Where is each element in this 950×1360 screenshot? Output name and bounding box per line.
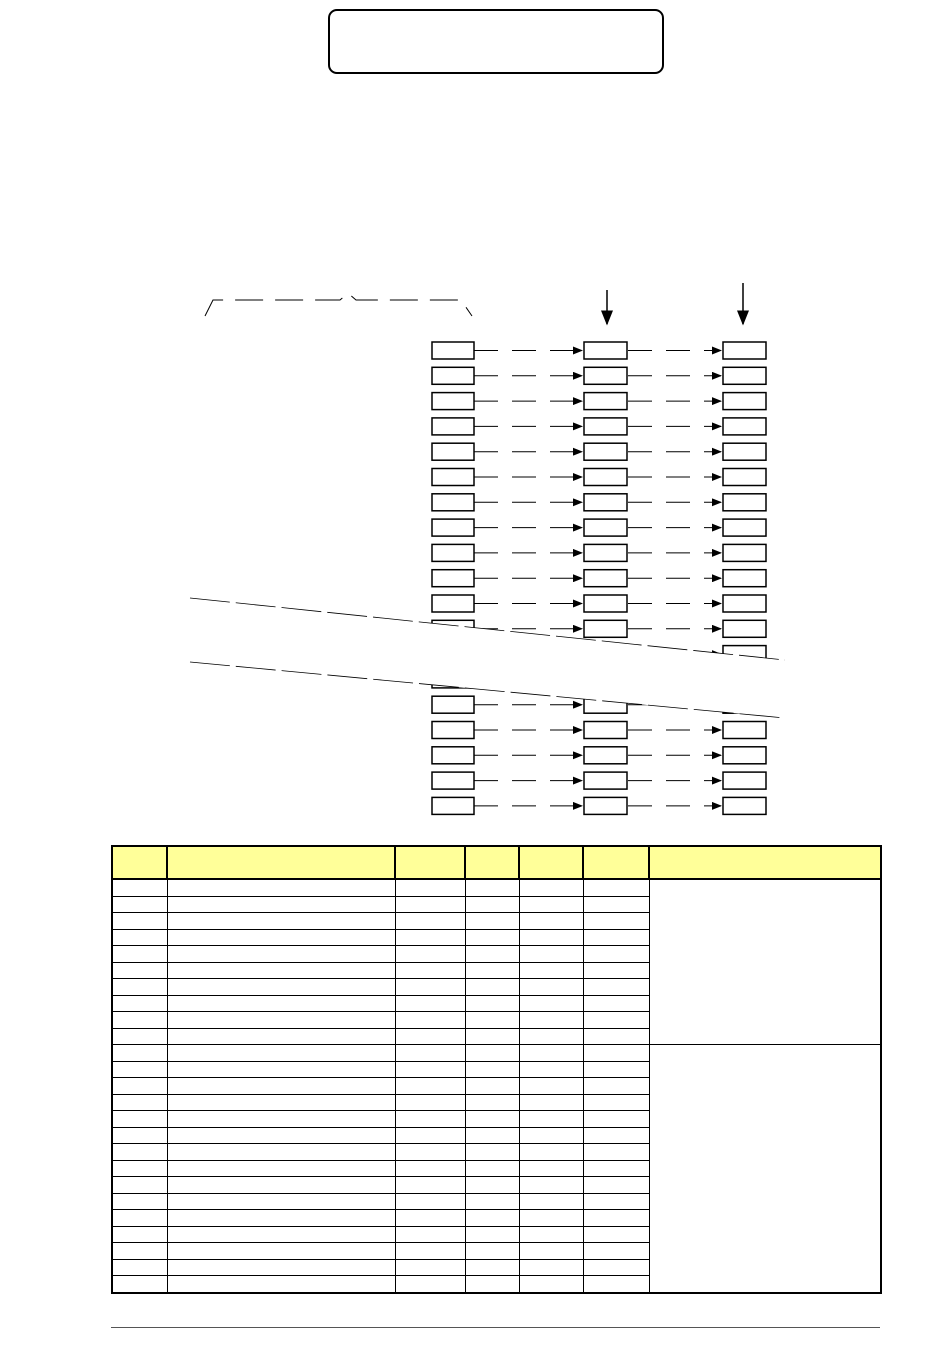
table-cell bbox=[167, 1259, 395, 1276]
table-cell bbox=[583, 1127, 649, 1144]
table-cell bbox=[395, 1111, 465, 1128]
table-cell bbox=[112, 995, 167, 1012]
table-cell bbox=[465, 896, 519, 913]
table-cell bbox=[167, 1160, 395, 1177]
table-cell bbox=[519, 879, 583, 896]
register-box bbox=[723, 418, 766, 435]
table-cell bbox=[519, 913, 583, 930]
table-cell bbox=[465, 913, 519, 930]
table-cell bbox=[583, 1177, 649, 1194]
register-box bbox=[432, 570, 474, 587]
header-cell bbox=[519, 846, 583, 879]
register-box bbox=[584, 469, 627, 486]
table-cell bbox=[519, 1012, 583, 1029]
table-cell bbox=[465, 1078, 519, 1095]
table-cell bbox=[519, 1094, 583, 1111]
register-box bbox=[723, 494, 766, 511]
table-cell bbox=[583, 946, 649, 963]
register-box bbox=[584, 393, 627, 410]
table-cell bbox=[112, 1160, 167, 1177]
table-cell bbox=[395, 1276, 465, 1293]
table-cell bbox=[112, 979, 167, 996]
table-cell bbox=[395, 995, 465, 1012]
table-cell bbox=[583, 1111, 649, 1128]
table-cell bbox=[465, 995, 519, 1012]
register-box bbox=[723, 620, 766, 637]
table-cell bbox=[395, 1012, 465, 1029]
register-box bbox=[432, 797, 474, 814]
table-cell bbox=[583, 1012, 649, 1029]
table-cell bbox=[395, 1226, 465, 1243]
table-cell bbox=[112, 1243, 167, 1260]
header-cell bbox=[395, 846, 465, 879]
table-cell bbox=[519, 1243, 583, 1260]
table-cell bbox=[167, 1177, 395, 1194]
table-cell bbox=[465, 1226, 519, 1243]
table-cell bbox=[395, 1028, 465, 1045]
table-cell bbox=[167, 1078, 395, 1095]
table-cell bbox=[465, 979, 519, 996]
table-cell bbox=[167, 913, 395, 930]
table-header-row bbox=[112, 846, 881, 879]
header-cell bbox=[112, 846, 167, 879]
table-cell bbox=[167, 995, 395, 1012]
register-box bbox=[723, 570, 766, 587]
table-cell bbox=[465, 1259, 519, 1276]
table-cell bbox=[167, 1193, 395, 1210]
table-cell bbox=[519, 1226, 583, 1243]
register-box bbox=[723, 393, 766, 410]
table-cell bbox=[465, 1111, 519, 1128]
register-box bbox=[432, 722, 474, 739]
table-cell bbox=[112, 1028, 167, 1045]
table-cell bbox=[112, 1210, 167, 1227]
register-box bbox=[432, 469, 474, 486]
table-cell bbox=[112, 879, 167, 896]
table-cell bbox=[465, 1210, 519, 1227]
data-table bbox=[111, 845, 882, 1294]
header-cell bbox=[583, 846, 649, 879]
table-cell bbox=[519, 1160, 583, 1177]
header-cell bbox=[465, 846, 519, 879]
table-cell bbox=[112, 896, 167, 913]
table-cell bbox=[519, 1127, 583, 1144]
register-box bbox=[723, 595, 766, 612]
table-cell bbox=[583, 929, 649, 946]
register-box bbox=[584, 722, 627, 739]
register-box bbox=[584, 620, 627, 637]
table-cell bbox=[465, 1193, 519, 1210]
register-box bbox=[723, 469, 766, 486]
register-box bbox=[432, 393, 474, 410]
register-box bbox=[432, 747, 474, 764]
table-cell bbox=[395, 879, 465, 896]
register-box bbox=[584, 367, 627, 384]
register-box bbox=[723, 797, 766, 814]
table-cell bbox=[112, 1111, 167, 1128]
table-cell bbox=[583, 979, 649, 996]
table-cell bbox=[519, 1078, 583, 1095]
table-cell bbox=[395, 1259, 465, 1276]
table-cell bbox=[112, 1177, 167, 1194]
header-cell bbox=[649, 846, 881, 879]
register-box bbox=[432, 443, 474, 460]
register-box bbox=[432, 342, 474, 359]
register-box bbox=[584, 772, 627, 789]
table-cell bbox=[465, 1243, 519, 1260]
register-box bbox=[432, 696, 474, 713]
table-cell bbox=[465, 1028, 519, 1045]
table-cell bbox=[167, 1276, 395, 1293]
table-cell bbox=[465, 879, 519, 896]
table-cell bbox=[167, 1111, 395, 1128]
table-cell bbox=[167, 1243, 395, 1260]
table-cell bbox=[395, 1061, 465, 1078]
table-cell bbox=[519, 946, 583, 963]
table-cell bbox=[519, 1111, 583, 1128]
register-box bbox=[584, 418, 627, 435]
footer-rule bbox=[111, 1327, 880, 1328]
table-cell bbox=[519, 1144, 583, 1161]
table-cell bbox=[519, 1045, 583, 1062]
table-cell bbox=[583, 1243, 649, 1260]
group-note-cell bbox=[649, 879, 881, 1045]
register-box bbox=[584, 595, 627, 612]
table-cell bbox=[395, 929, 465, 946]
table-cell bbox=[583, 1144, 649, 1161]
register-box bbox=[723, 367, 766, 384]
register-box bbox=[584, 342, 627, 359]
table-cell bbox=[112, 1144, 167, 1161]
table-cell bbox=[465, 962, 519, 979]
table-cell bbox=[465, 1177, 519, 1194]
register-box bbox=[723, 544, 766, 561]
register-box bbox=[432, 595, 474, 612]
table-cell bbox=[465, 1144, 519, 1161]
table-cell bbox=[395, 962, 465, 979]
register-box bbox=[432, 544, 474, 561]
table-cell bbox=[112, 1193, 167, 1210]
table-cell bbox=[167, 1210, 395, 1227]
table-cell bbox=[395, 946, 465, 963]
register-box bbox=[584, 797, 627, 814]
table-cell bbox=[112, 1276, 167, 1293]
table-cell bbox=[167, 962, 395, 979]
register-box bbox=[584, 519, 627, 536]
table-cell bbox=[167, 946, 395, 963]
table-cell bbox=[395, 896, 465, 913]
group-note-cell bbox=[649, 1045, 881, 1293]
table-cell bbox=[519, 1276, 583, 1293]
table-cell bbox=[112, 946, 167, 963]
table-cell bbox=[583, 1226, 649, 1243]
register-box bbox=[723, 747, 766, 764]
table-cell bbox=[519, 979, 583, 996]
table-cell bbox=[395, 1045, 465, 1062]
table-cell bbox=[519, 1210, 583, 1227]
table-cell bbox=[583, 1193, 649, 1210]
table-cell bbox=[583, 962, 649, 979]
table-cell bbox=[112, 1094, 167, 1111]
table-cell bbox=[583, 879, 649, 896]
register-box bbox=[584, 544, 627, 561]
table-cell bbox=[395, 1078, 465, 1095]
table-cell bbox=[583, 1094, 649, 1111]
table-cell bbox=[583, 1028, 649, 1045]
table-cell bbox=[112, 1259, 167, 1276]
register-box bbox=[723, 342, 766, 359]
table-cell bbox=[519, 896, 583, 913]
table-cell bbox=[395, 1243, 465, 1260]
register-box bbox=[723, 443, 766, 460]
table-row bbox=[112, 1045, 881, 1062]
table-cell bbox=[112, 913, 167, 930]
table-cell bbox=[583, 995, 649, 1012]
table-cell bbox=[395, 913, 465, 930]
table-cell bbox=[465, 1012, 519, 1029]
table-cell bbox=[465, 1276, 519, 1293]
table-cell bbox=[167, 1045, 395, 1062]
register-box bbox=[584, 443, 627, 460]
table-cell bbox=[112, 1045, 167, 1062]
table-cell bbox=[395, 1144, 465, 1161]
table-cell bbox=[395, 1160, 465, 1177]
table-cell bbox=[112, 1226, 167, 1243]
table-cell bbox=[395, 1210, 465, 1227]
table-cell bbox=[167, 979, 395, 996]
register-box bbox=[432, 367, 474, 384]
table-cell bbox=[583, 1045, 649, 1062]
table-cell bbox=[583, 1160, 649, 1177]
table-cell bbox=[583, 896, 649, 913]
table-cell bbox=[519, 1061, 583, 1078]
register-box bbox=[723, 722, 766, 739]
table-cell bbox=[112, 929, 167, 946]
register-box bbox=[723, 772, 766, 789]
table-cell bbox=[465, 946, 519, 963]
register-box bbox=[584, 747, 627, 764]
table-cell bbox=[112, 962, 167, 979]
table-cell bbox=[112, 1127, 167, 1144]
table-cell bbox=[465, 1094, 519, 1111]
table-cell bbox=[167, 896, 395, 913]
table-cell bbox=[583, 1259, 649, 1276]
table-cell bbox=[583, 1276, 649, 1293]
table-cell bbox=[583, 913, 649, 930]
dashed-brace bbox=[205, 293, 472, 316]
table-cell bbox=[583, 1210, 649, 1227]
table-cell bbox=[519, 929, 583, 946]
table-cell bbox=[167, 1226, 395, 1243]
table-row bbox=[112, 879, 881, 896]
table-cell bbox=[167, 929, 395, 946]
table-cell bbox=[167, 1127, 395, 1144]
table-cell bbox=[167, 1012, 395, 1029]
register-box bbox=[584, 570, 627, 587]
table-cell bbox=[519, 1028, 583, 1045]
table-cell bbox=[395, 1094, 465, 1111]
table-cell bbox=[465, 1061, 519, 1078]
table-cell bbox=[167, 1061, 395, 1078]
table-cell bbox=[395, 1127, 465, 1144]
table-cell bbox=[465, 929, 519, 946]
register-box bbox=[432, 494, 474, 511]
table-cell bbox=[519, 1193, 583, 1210]
table-cell bbox=[519, 1177, 583, 1194]
table-cell bbox=[395, 1193, 465, 1210]
table-cell bbox=[395, 1177, 465, 1194]
table-cell bbox=[395, 979, 465, 996]
table-cell bbox=[583, 1061, 649, 1078]
table-cell bbox=[465, 1160, 519, 1177]
table-cell bbox=[519, 995, 583, 1012]
header-cell bbox=[167, 846, 395, 879]
register-box bbox=[584, 494, 627, 511]
table-cell bbox=[112, 1061, 167, 1078]
table-cell bbox=[583, 1078, 649, 1095]
table-cell bbox=[167, 1144, 395, 1161]
register-box bbox=[432, 772, 474, 789]
table-cell bbox=[465, 1045, 519, 1062]
break-mask bbox=[190, 598, 785, 718]
table-cell bbox=[167, 879, 395, 896]
table-cell bbox=[167, 1094, 395, 1111]
table-cell bbox=[112, 1078, 167, 1095]
table-cell bbox=[112, 1012, 167, 1029]
table-cell bbox=[519, 1259, 583, 1276]
register-box bbox=[432, 519, 474, 536]
register-box bbox=[432, 418, 474, 435]
table-cell bbox=[519, 962, 583, 979]
table-cell bbox=[465, 1127, 519, 1144]
register-box bbox=[723, 519, 766, 536]
table-cell bbox=[167, 1028, 395, 1045]
